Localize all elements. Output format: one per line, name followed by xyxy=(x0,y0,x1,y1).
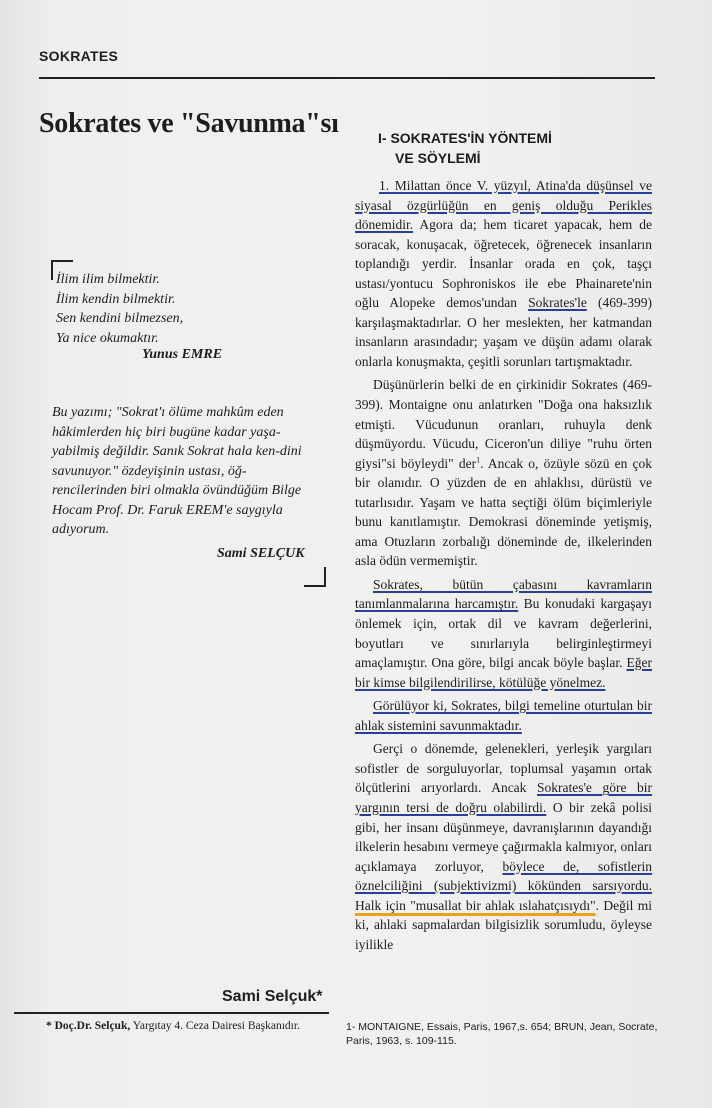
paragraph-text: (469-399) karşılaşmaktadırlar. O her meslekten, her katmandan insanların arasındadır; yaşam ve düşün adamı olarak onlarla konuşmakta, çeşitli sorunları tartışmaktadır. xyxy=(355,295,652,369)
author-footnote xyxy=(46,1020,336,1032)
header-rule xyxy=(39,77,655,79)
bracket-close-mark xyxy=(304,567,326,587)
dedication-text: Bu yazımı; "Sokrat'ı ölüme mahkûm eden hâkimlerden hiç biri bugüne kadar yaşa-yabilmiş değildir. Sanık Sokrat hala ken-dini savunuyor." özdeyişinin ustası, öğ-rencilerinden biri olmakla övündüğüm Bilge Hocam Prof. Dr. Faruk EREM'e saygıyla adıyorum. xyxy=(52,405,302,537)
footnote-1: 1- MONTAIGNE, Essais, Paris, 1967,s. 654; BRUN, Jean, Socrate, Paris, 1963, s. 109-115. xyxy=(346,1021,658,1047)
paragraph-text: Düşünürlerin belki de en çirkinidir Sokrates (469-399). Montaigne onu anlatırken "Doğa ona haksızlık etmişti. Vücudunun oranları, ruhuyla denk düşmüyordu. Vücudu, Ciceron'un diliye "ruhu örten giysi"si böyleydi" der xyxy=(355,377,652,471)
underlined-passage: 1. Milattan önce V. yüzyıl, Atina'da düşünsel ve siyasal özgürlüğün en geniş olduğu Perikles dönemidir. xyxy=(355,178,652,233)
section-heading xyxy=(378,128,658,168)
section-heading-line-1: I- SOKRATES'İN YÖNTEMİ xyxy=(378,130,552,146)
poem-line: Ya nice okumaktır. xyxy=(56,330,159,346)
underlined-passage: Eğer bir kimse bilgilendirilirse, kötülüğe yönelmez. xyxy=(355,655,652,690)
underlined-passage: böylece de, sofistlerin öznelciliğini (subjektivizmi) kökünden sarsıyordu. xyxy=(355,858,652,894)
paragraph-text: . Ancak o, özüyle sözü en çok bir olanıdır. O yüzden de en ahlaklısı, dürüstü ve tutarlısıdır. Yaşam ve hatta seçtiği ölüm biçimleriyle bunu kanıtlamıştır. Demokrasi döneminde yetişmiş, ama Otuzların zorbalığı döneminde de, ilkelerinden asla ödün vermemiştir. xyxy=(355,455,653,569)
article-title: Sokrates ve "Savunma"sı xyxy=(39,108,339,139)
paragraph-text: O bir zekâ polisi gibi, her insanı düşünmeye, davranışlarının dayandığı ilkelerin hesabını vermeye çağırmakla kalmıyor, onları açıklamaya zorluyor, xyxy=(355,799,653,874)
poem-line: İlim ilim bilmektir. xyxy=(56,272,160,287)
dedication-author: Sami SELÇUK xyxy=(217,546,305,561)
body-paragraph-5 xyxy=(355,739,652,954)
paragraph-text: . Değil mi ki, ahlaki sapmalardan bilgisizlik sorumludu, öyleyse iyilikle xyxy=(355,897,653,952)
underlined-passage: Sokrates'e göre bir yargının tersi de doğru olabilirdi. xyxy=(355,780,652,815)
body-paragraph-3 xyxy=(355,575,652,692)
running-head: SOKRATES xyxy=(39,48,119,64)
poem-line: İlim kendin bilmektir. xyxy=(56,291,176,307)
article-author: Sami Selçuk* xyxy=(222,988,323,1005)
epigraph-author: Yunus EMRE xyxy=(142,347,223,362)
article-body xyxy=(355,176,652,958)
poem-line: Sen kendini bilmezsen, xyxy=(56,311,184,326)
footnote-rule xyxy=(14,1012,329,1014)
epigraph-poem xyxy=(56,270,183,348)
paragraph-text: Agora da; hem ticaret yapacak, hem de soracak, konuşacak, öğretecek, öğrenecek insanların toplandığı yerdir. İnsanlar orada en çok, taşçı ustası/yontucu Sophroniskos ile ebe Phainarete'nin oğlu Alopeke demos'undan xyxy=(355,217,652,311)
body-paragraph-1 xyxy=(355,176,652,371)
footnote-author-name: Doç.Dr. Selçuk, xyxy=(54,1020,131,1032)
body-paragraph-4 xyxy=(355,696,652,735)
section-heading-line-2: VE SÖYLEMİ xyxy=(395,150,481,166)
footnote-ref: 1 xyxy=(476,455,481,465)
underlined-passage: Sokrates, bütün çabasını kavramların tanımlanmalarına harcamıştır. xyxy=(355,576,652,612)
underlined-passage: Sokrates'le xyxy=(528,295,587,311)
paragraph-text: Gerçi o dönemde, gelenekleri, yerleşik yargıları sofistler de sorguluyorlar, toplumsal yaşamın ortak ölçütlerini arıyorlardı. Ancak xyxy=(355,741,652,796)
body-paragraph-2 xyxy=(355,375,652,570)
footnote-author-role: Yargıtay 4. Ceza Dairesi Başkanıdır. xyxy=(132,1020,300,1032)
highlighted-passage: Halk için "musallat bir ahlak ıslahatçısıydı" xyxy=(355,897,596,913)
footnote-marker: * xyxy=(46,1020,52,1032)
paragraph-text: Bu konudaki kargaşayı önlemek için, ortak dil ve kavram değerlerini, boyutları ve sınırlarıyla belirginleştirmeyi amaçlamıştır. Ona göre, bilgi ancak böyle başlar. xyxy=(355,596,652,671)
underlined-passage: Görülüyor ki, Sokrates, bilgi temeline oturtulan bir ahlak sistemini savunmaktadır. xyxy=(355,698,652,733)
